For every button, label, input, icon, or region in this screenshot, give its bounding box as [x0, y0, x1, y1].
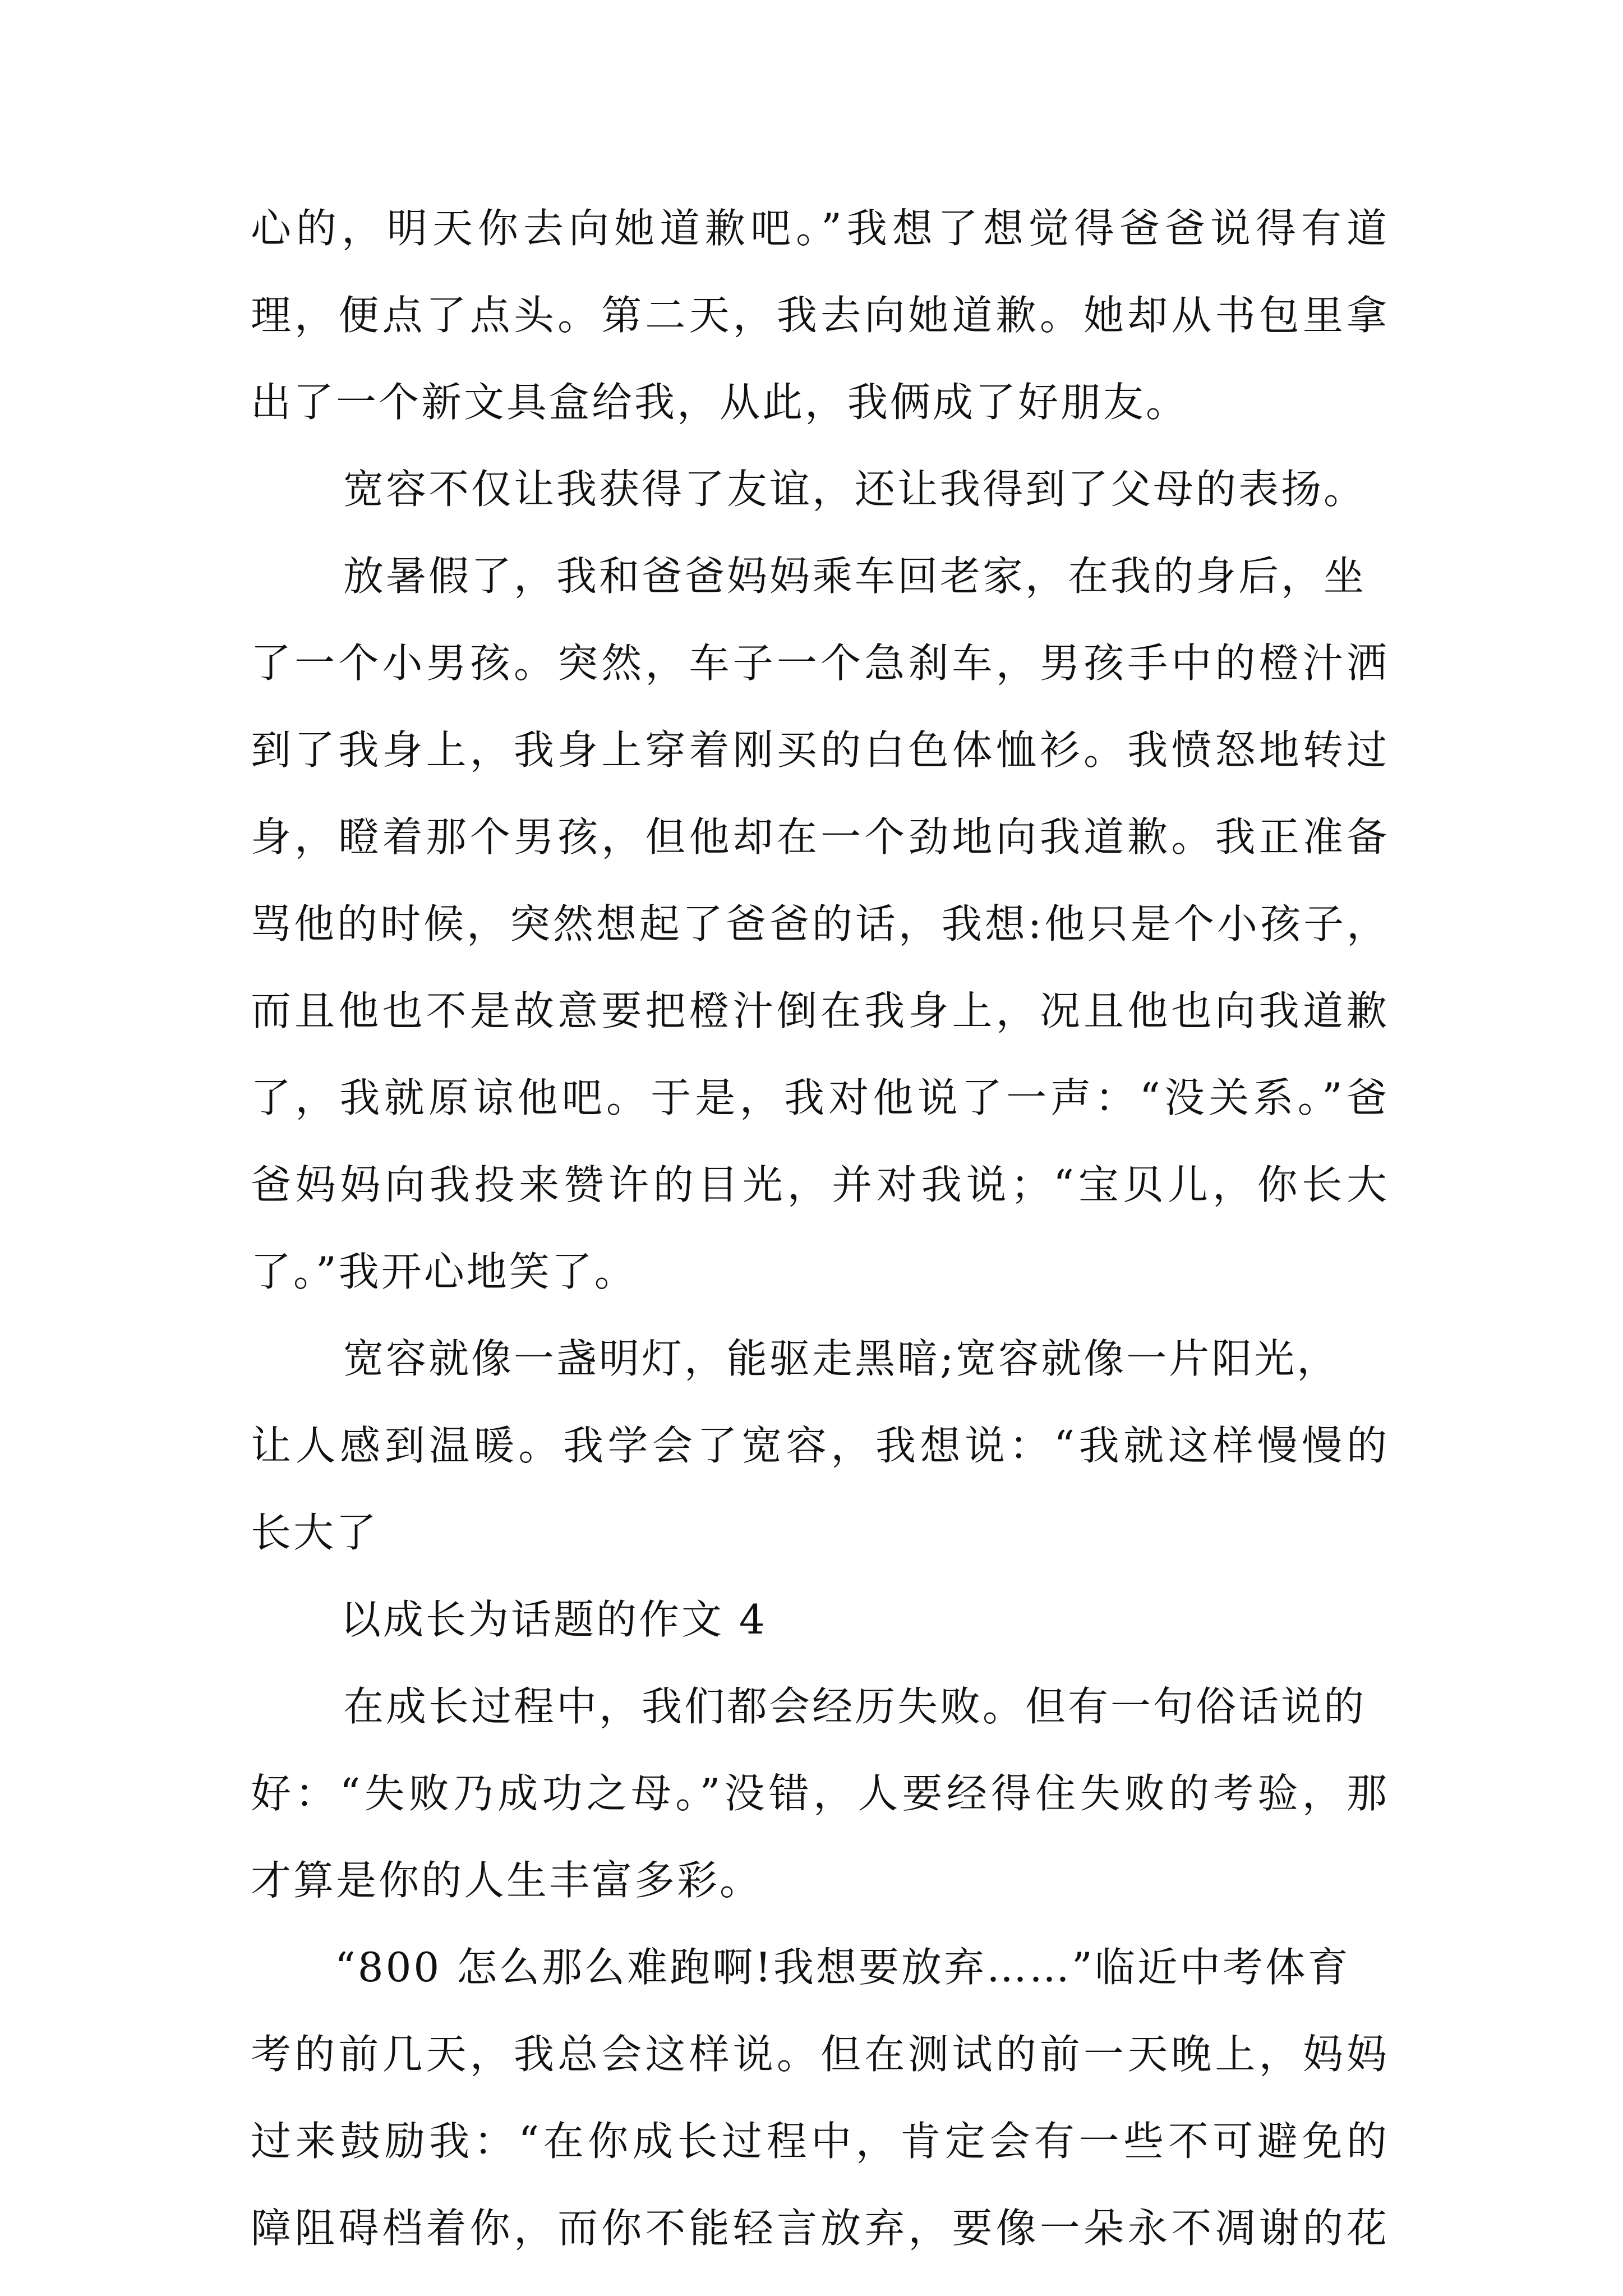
text-line-20: 才算是你的人生丰富多彩。 [251, 1857, 763, 1904]
text-line-16: 长大了 [251, 1509, 379, 1556]
text-line-24: 障阻碍档着你，而你不能轻言放弃，要像一朵永不凋谢的花 [251, 2205, 1389, 2252]
text-line-4: 宽容不仅让我获得了友谊，还让我得到了父母的表扬。 [343, 466, 1367, 513]
section-heading: 以成长为话题的作文 4 [340, 1596, 767, 1643]
text-line-15: 让人感到温暖。我学会了宽容，我想说：“我就这样慢慢的 [251, 1422, 1389, 1469]
text-line-21: “800 怎么那么难跑啊!我想要放弃……”临近中考体育 [335, 1944, 1350, 1991]
text-line-7: 到了我身上，我身上穿着刚买的白色体恤衫。我愤怒地转过 [251, 726, 1389, 774]
text-line-19: 好：“失败乃成功之母。”没错，人要经得住失败的考验，那 [251, 1770, 1389, 1817]
text-line-22: 考的前几天，我总会这样说。但在测试的前一天晚上，妈妈 [251, 2031, 1389, 2078]
text-line-1: 心的，明天你去向她道歉吧。”我想了想觉得爸爸说得有道 [251, 205, 1389, 252]
text-line-3: 出了一个新文具盒给我，从此，我俩成了好朋友。 [251, 379, 1189, 426]
text-line-13: 了。”我开心地笑了。 [251, 1248, 637, 1295]
text-line-8: 身，瞪着那个男孩，但他却在一个劲地向我道歉。我正准备 [251, 813, 1389, 861]
text-line-23: 过来鼓励我：“在你成长过程中，肯定会有一些不可避免的 [251, 2118, 1389, 2165]
text-line-2: 理，便点了点头。第二天，我去向她道歉。她却从书包里拿 [251, 292, 1389, 339]
text-line-5: 放暑假了，我和爸爸妈妈乘车回老家，在我的身后，坐 [343, 553, 1367, 600]
text-line-18: 在成长过程中，我们都会经历失败。但有一句俗话说的 [343, 1683, 1367, 1730]
text-line-12: 爸妈妈向我投来赞许的目光，并对我说；“宝贝儿，你长大 [251, 1161, 1389, 1208]
document-body [251, 185, 1389, 2272]
text-line-11: 了，我就原谅他吧。于是，我对他说了一声：“没关系。”爸 [251, 1074, 1389, 1121]
text-line-10: 而且他也不是故意要把橙汁倒在我身上，况且他也向我道歉 [251, 987, 1389, 1034]
text-line-14: 宽容就像一盏明灯，能驱走黑暗;宽容就像一片阳光， [343, 1335, 1340, 1382]
text-line-6: 了一个小男孩。突然，车子一个急刹车，男孩手中的橙汁洒 [251, 639, 1389, 687]
text-line-9: 骂他的时候，突然想起了爸爸的话，我想:他只是个小孩子， [251, 900, 1389, 947]
